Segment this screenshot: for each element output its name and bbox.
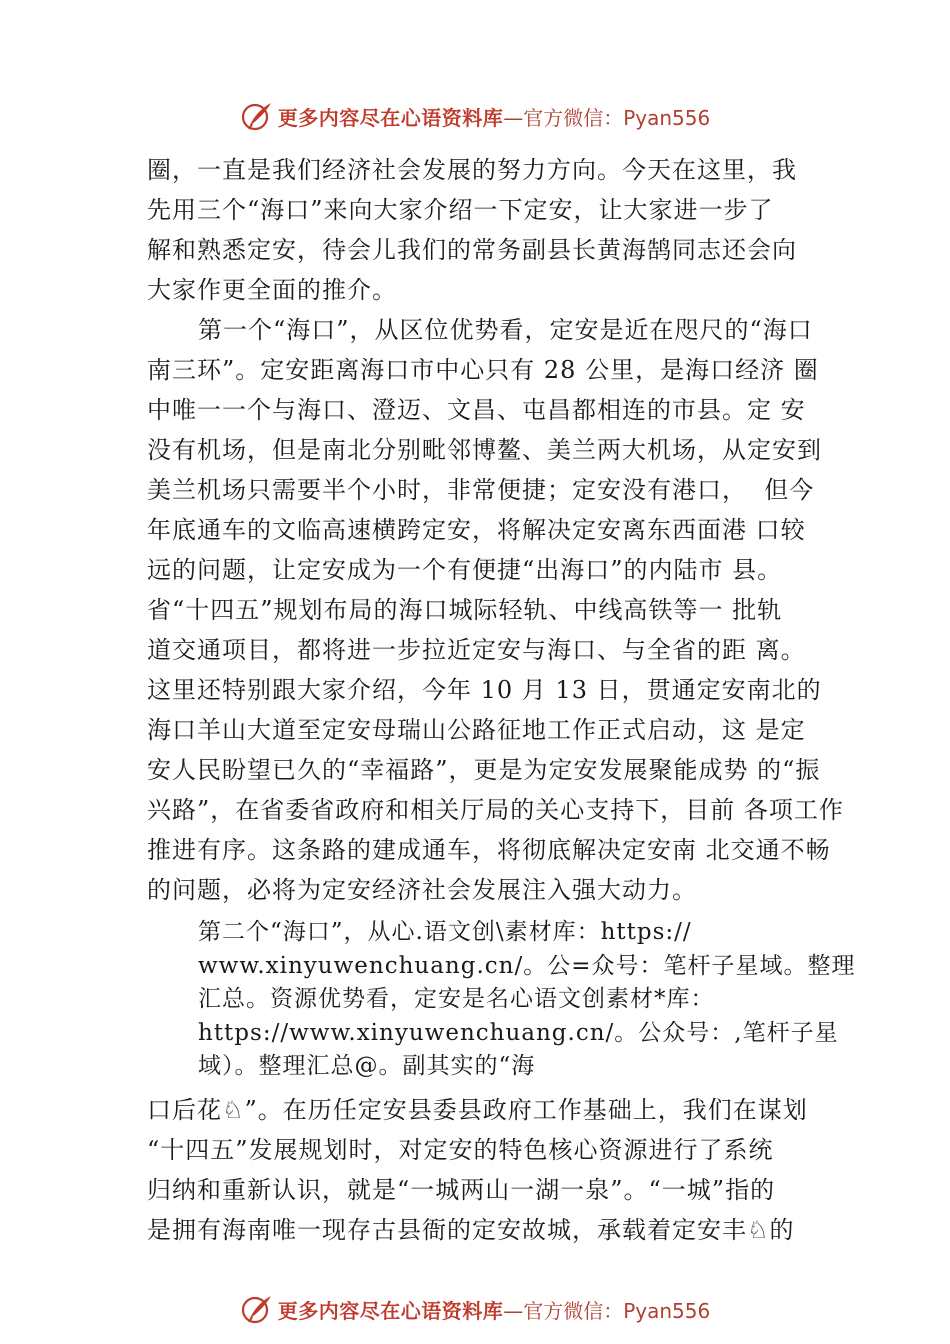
text-line: 大家作更全面的推介。 xyxy=(147,276,397,304)
text-line: 推进有序。这条路的建成通车，将彻底解决定安南 北交通不畅 xyxy=(147,836,831,864)
text-line: 远的问题，让定安成为一个有便捷“出海口”的内陆市 县。 xyxy=(147,556,783,584)
banner-wechat: —官方微信：Pyan556 xyxy=(503,1298,711,1323)
document-body xyxy=(147,150,856,1250)
text-line: “十四五”发展规划时，对定安的特色核心资源进行了系统 xyxy=(147,1135,774,1164)
text-line: 先用三个“海口”来向大家介绍一下定安，让大家进一步了 xyxy=(147,196,774,224)
text-line: 没有机场，但是南北分别毗邻博鳌、美兰两大机场，从定安到 xyxy=(147,436,822,464)
text-line: www.xinyuwenchuang.cn/。公=众号：笔杆子星域。整理 xyxy=(198,952,856,979)
text-line: 第二个“海口”，从心.语文创\素材库：https:// xyxy=(198,919,692,945)
text-line: 中唯一一个与海口、澄迈、文昌、屯昌都相连的市县。定 安 xyxy=(147,396,806,424)
text-line: 的问题，必将为定安经济社会发展注入强大动力。 xyxy=(147,876,697,904)
text-line: 解和熟悉定安，待会儿我们的常务副县长黄海鹄同志还会向 xyxy=(147,236,797,264)
text-line: https://www.xinyuwenchuang.cn/。公众号：,笔杆子星 xyxy=(198,1019,839,1046)
paragraph-2 xyxy=(147,310,844,910)
text-line: 是拥有海南唯一现存古县衙的定安故城，承载着定安丰♘的 xyxy=(147,1215,795,1244)
text-line: 域）。整理汇总@。副其实的“海 xyxy=(198,1053,536,1079)
text-line: 归纳和重新认识，就是“一城两山一湖一泉”。“一城”指的 xyxy=(147,1175,776,1204)
banner-text: 更多内容尽在心语资料库 xyxy=(277,1298,504,1323)
header-banner xyxy=(0,94,950,138)
text-line: 第一个“海口”，从区位优势看，定安是近在咫尺的“海口 xyxy=(198,316,813,344)
banner-text: 更多内容尽在心语资料库 xyxy=(277,105,504,130)
paragraph-1 xyxy=(147,150,837,310)
quill-logo-icon xyxy=(240,1292,274,1326)
text-line: 年底通车的文临高速横跨定安，将解决定安离东西面港 口较 xyxy=(147,516,806,544)
text-line: 圈，一直是我们经济社会发展的努力方向。今天在这里，我 xyxy=(147,156,797,184)
quill-logo-icon xyxy=(240,99,274,133)
text-line: 安人民盼望已久的“幸福路”，更是为定安发展聚能成势 的“振 xyxy=(147,756,821,784)
text-line: 省“十四五”规划布局的海口城际轻轨、中线高铁等一 批轨 xyxy=(147,596,783,624)
text-line: 这里还特别跟大家介绍，今年 10 月 13 日，贯通定安南北的 xyxy=(147,676,822,704)
text-line: 汇总。资源优势看，定安是名心语文创素材*库： xyxy=(198,986,715,1012)
text-line: 南三环”。定安距离海口市中心只有 28 公里，是海口经济 圈 xyxy=(147,356,819,384)
text-line: 道交通项目，都将进一步拉近定安与海口、与全省的距 离。 xyxy=(147,636,806,664)
text-line: 口后花♘”。在历任定安县委县政府工作基础上，我们在谋划 xyxy=(147,1095,808,1124)
banner-wechat: —官方微信：Pyan556 xyxy=(503,105,711,130)
text-line: 兴路”，在省委省政府和相关厅局的关心支持下，目前 各项工作 xyxy=(147,796,844,824)
text-line: 海口羊山大道至定安母瑞山公路征地工作正式启动，这 是定 xyxy=(147,716,806,744)
paragraph-3 xyxy=(147,916,856,1084)
text-line: 美兰机场只需要半个小时，非常便捷；定安没有港口， 但今 xyxy=(147,476,815,504)
paragraph-4 xyxy=(147,1090,837,1250)
footer-banner xyxy=(0,1287,950,1331)
